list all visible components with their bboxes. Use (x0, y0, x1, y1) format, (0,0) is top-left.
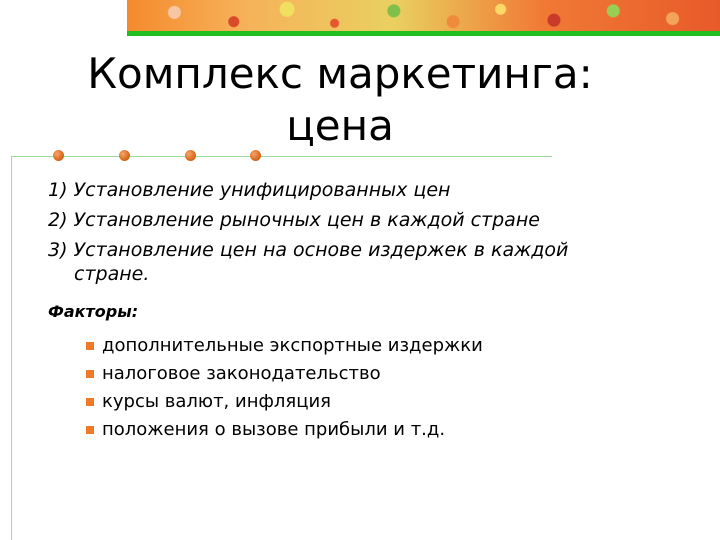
list-item: 2) Установление рыночных цен в каждой стране (48, 209, 540, 231)
factors-heading: Факторы: (48, 302, 139, 321)
factor-item (86, 332, 648, 360)
list-item: 1) Установление унифицированных цен (48, 179, 451, 201)
factor-item (86, 388, 648, 416)
slide-title (40, 48, 640, 152)
title-line-2: цена (286, 101, 394, 150)
title-line-1: Комплекс маркетинга: (87, 49, 593, 98)
vertical-divider (11, 156, 12, 540)
factor-label: положения о вызове прибыли и т.д. (102, 419, 446, 440)
square-bullet-icon (86, 426, 94, 434)
square-bullet-icon (86, 398, 94, 406)
factors-list (86, 332, 648, 444)
factor-label: дополнительные экспортные издержки (102, 335, 483, 356)
factor-label: курсы валют, инфляция (102, 391, 331, 412)
decorative-banner (127, 0, 720, 31)
factor-item (86, 360, 648, 388)
list-item: 3) Установление цен на основе издержек в каждой стране. (48, 239, 569, 285)
square-bullet-icon (86, 342, 94, 350)
slide-body (48, 178, 648, 444)
factor-label: налоговое законодательство (102, 363, 381, 384)
banner-underline (127, 31, 720, 36)
horizontal-divider (11, 156, 552, 157)
factor-item (86, 416, 648, 444)
square-bullet-icon (86, 370, 94, 378)
